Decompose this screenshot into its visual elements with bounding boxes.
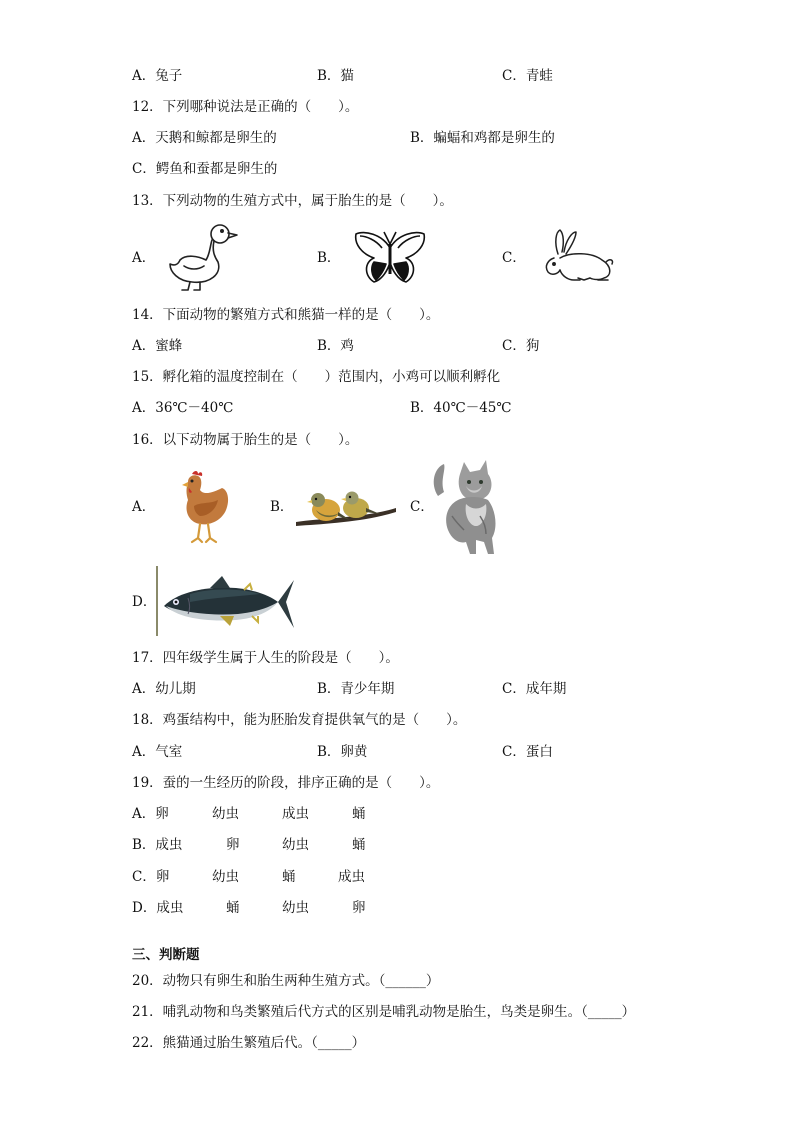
q19-d-stage-2: 蛹	[226, 900, 240, 916]
butterfly-icon	[352, 228, 428, 290]
q17-option-c: C．成年期	[502, 681, 567, 697]
q19-a-stage-4: 蛹	[352, 806, 366, 822]
q17-option-a: A．幼儿期	[132, 681, 196, 697]
q19-c-stage-2: 幼虫	[212, 869, 239, 885]
q12-option-c: C．鳄鱼和蚕都是卵生的	[132, 161, 278, 177]
q14-option-a: A．蜜蜂	[132, 338, 183, 354]
q16-stem: 16．以下动物属于胎生的是（ ）。	[132, 432, 359, 448]
q19-a-stage-1: A．卵	[132, 806, 169, 822]
q11-option-b: B．猫	[317, 68, 354, 84]
cat-icon	[430, 460, 506, 558]
q18-option-c: C．蛋白	[502, 744, 553, 760]
q14-stem: 14．下面动物的繁殖方式和熊猫一样的是（ ）。	[132, 307, 440, 323]
q15-stem: 15．孵化箱的温度控制在（ ）范围内，小鸡可以顺利孵化	[132, 369, 501, 385]
q22-stem: 22．熊猫通过胎生繁殖后代。（_____）	[132, 1035, 366, 1051]
q13-stem: 13．下列动物的生殖方式中，属于胎生的是（ ）。	[132, 193, 453, 209]
duck-icon	[162, 220, 242, 292]
q19-d-stage-3: 幼虫	[282, 900, 309, 916]
q16-option-c: C．	[410, 499, 434, 515]
q19-c-stage-1: C．卵	[132, 869, 170, 885]
q18-option-b: B．卵黄	[317, 744, 368, 760]
q15-option-b: B．40℃－45℃	[410, 400, 512, 416]
q17-stem: 17．四年级学生属于人生的阶段是（ ）。	[132, 650, 399, 666]
q16-option-d: D．	[132, 594, 157, 610]
q19-d-stage-1: D．成虫	[132, 900, 184, 916]
hen-icon	[170, 466, 234, 546]
q11-option-a: A．兔子	[132, 68, 183, 84]
q19-d-stage-4: 卵	[352, 900, 366, 916]
q16-option-a: A．	[132, 499, 156, 515]
q15-option-a: A．36℃－40℃	[132, 400, 234, 416]
q13-option-b: B．	[317, 250, 341, 266]
q13-option-c: C．	[502, 250, 526, 266]
q12-stem: 12．下列哪种说法是正确的（ ）。	[132, 99, 359, 115]
q12-option-a: A．天鹅和鲸都是卵生的	[132, 130, 277, 146]
q14-option-b: B．鸡	[317, 338, 354, 354]
q12-option-b: B．蝙蝠和鸡都是卵生的	[410, 130, 555, 146]
q20-stem: 20．动物只有卵生和胎生两种生殖方式。（______）	[132, 973, 440, 989]
q18-option-a: A．气室	[132, 744, 183, 760]
q17-option-b: B．青少年期	[317, 681, 395, 697]
q19-b-stage-3: 幼虫	[282, 837, 309, 853]
q19-c-stage-4: 成虫	[338, 869, 365, 885]
q16-option-b: B．	[270, 499, 294, 515]
rabbit-icon	[540, 228, 618, 284]
fish-icon	[160, 572, 294, 634]
q21-stem: 21．哺乳动物和鸟类繁殖后代方式的区别是哺乳动物是胎生，鸟类是卵生。（_____）	[132, 1004, 636, 1020]
q19-c-stage-3: 蛹	[282, 869, 296, 885]
q19-stem: 19．蚕的一生经历的阶段，排序正确的是（ ）。	[132, 775, 440, 791]
q19-a-stage-3: 成虫	[282, 806, 309, 822]
image-border	[156, 566, 158, 636]
q14-option-c: C．狗	[502, 338, 540, 354]
birds-icon	[294, 486, 398, 534]
q18-stem: 18．鸡蛋结构中，能为胚胎发育提供氧气的是（ ）。	[132, 712, 467, 728]
section-title: 三、判断题	[132, 947, 200, 963]
q19-b-stage-4: 蛹	[352, 837, 366, 853]
q13-option-a: A．	[132, 250, 156, 266]
q19-b-stage-2: 卵	[226, 837, 240, 853]
q19-b-stage-1: B．成虫	[132, 837, 183, 853]
q11-option-c: C．青蛙	[502, 68, 553, 84]
q19-a-stage-2: 幼虫	[212, 806, 239, 822]
